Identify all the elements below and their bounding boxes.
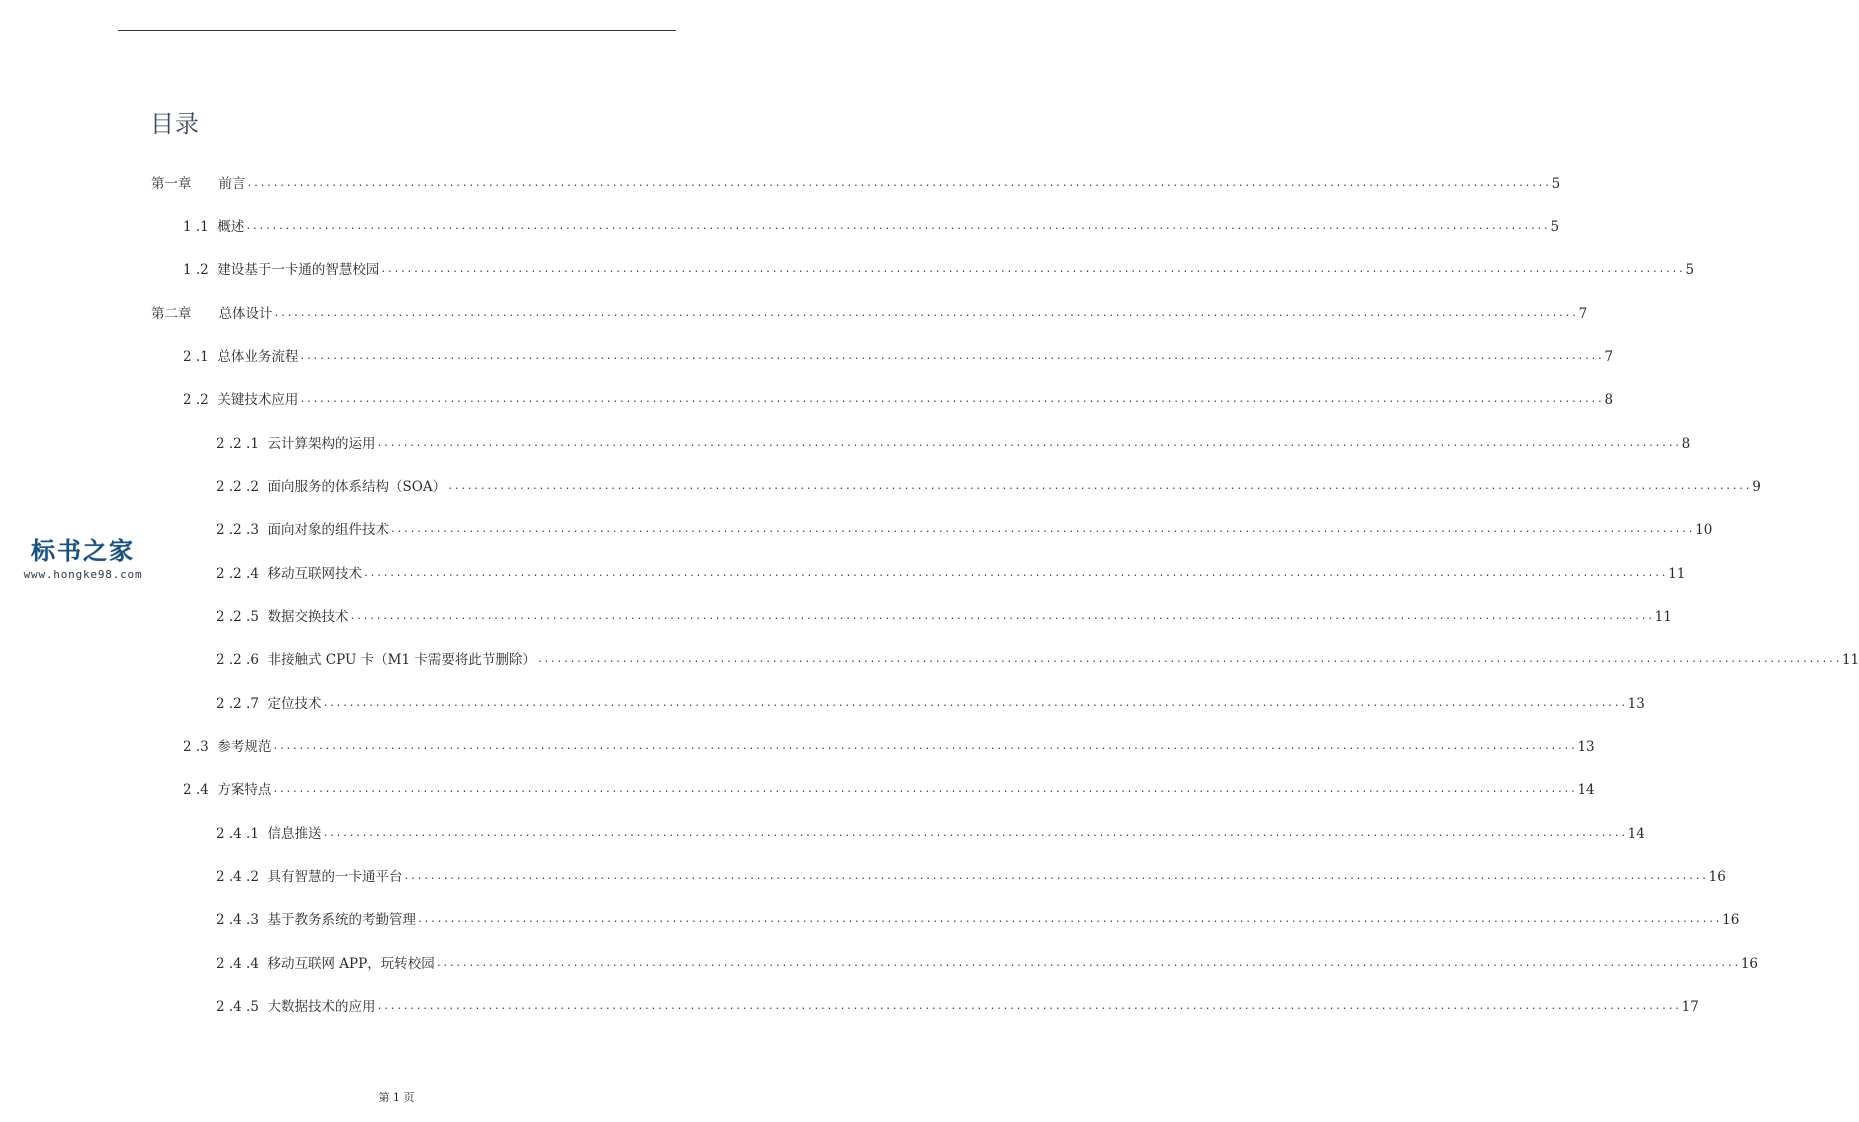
toc-leader-dots: ........................................................................................................................................................................................................: [403, 871, 1708, 882]
toc-entry-label: 2 .2 .6 非接触式 CPU 卡（M1 卡需要将此节删除）: [216, 652, 536, 668]
toc-leader-dots: ........................................................................................................................................................................................................: [417, 914, 1722, 925]
toc-entry[interactable]: [216, 824, 1645, 844]
toc-entry-page: 11: [1654, 609, 1672, 625]
toc-entry[interactable]: [151, 304, 1588, 324]
toc-entry[interactable]: [216, 650, 1859, 670]
toc-entry-label: 2 .2 .7 定位技术: [216, 696, 322, 712]
toc-entry-label: 2 .2 .4 移动互联网技术: [216, 566, 363, 582]
toc-leader-dots: ........................................................................................................................................................................................................: [245, 221, 1550, 232]
toc-leader-dots: ........................................................................................................................................................................................................: [299, 394, 1604, 405]
toc-entry-label: 2 .2 .2 面向服务的体系结构（SOA）: [216, 479, 447, 495]
toc-entry-page: 8: [1681, 436, 1691, 452]
toc-leader-dots: ........................................................................................................................................................................................................: [322, 698, 1627, 709]
toc-entry-page: 10: [1695, 522, 1713, 538]
toc-entry[interactable]: [216, 477, 1761, 497]
toc-entry[interactable]: [183, 347, 1614, 367]
toc-entry[interactable]: [183, 390, 1614, 410]
toc-leader-dots: ........................................................................................................................................................................................................: [376, 438, 1681, 449]
page-number-footer: 第 1 页: [378, 1091, 415, 1104]
toc-leader-dots: ........................................................................................................................................................................................................: [380, 264, 1685, 275]
toc-entry-label: 2 .4 .5 大数据技术的应用: [216, 999, 376, 1015]
toc-entry[interactable]: [183, 737, 1595, 757]
toc-entry-label: 2 .2 .3 面向对象的组件技术: [216, 522, 390, 538]
toc-entry-label: 1 .2 建设基于一卡通的智慧校园: [183, 262, 380, 278]
toc-leader-dots: ........................................................................................................................................................................................................: [322, 828, 1627, 839]
toc-entry-page: 14: [1577, 782, 1595, 798]
toc-entry-label: 2 .4 .1 信息推送: [216, 826, 322, 842]
toc-entry-label: 1 .1 概述: [183, 219, 245, 235]
toc-entry[interactable]: [216, 607, 1672, 627]
toc-entry-page: 5: [1551, 176, 1561, 192]
toc-entry-page: 17: [1681, 999, 1699, 1015]
toc-entry-page: 5: [1685, 262, 1695, 278]
toc-entry-page: 13: [1577, 739, 1595, 755]
toc-entry[interactable]: [216, 520, 1713, 540]
toc-entry-page: 11: [1668, 566, 1686, 582]
toc-entry-page: 9: [1752, 479, 1761, 495]
toc-leader-dots: ........................................................................................................................................................................................................: [390, 524, 1695, 535]
toc-entry[interactable]: [216, 694, 1645, 714]
toc-entry-label: 2 .4 方案特点: [183, 782, 272, 798]
toc-entry-label: 2 .3 参考规范: [183, 739, 272, 755]
toc-entry-page: 11: [1841, 652, 1859, 668]
toc-entry-label: 第一章 前言: [151, 176, 246, 192]
toc-entry-label: 2 .2 .5 数据交换技术: [216, 609, 349, 625]
toc-entry[interactable]: [183, 217, 1560, 237]
toc-leader-dots: ........................................................................................................................................................................................................: [447, 481, 1752, 492]
toc-leader-dots: ........................................................................................................................................................................................................: [299, 351, 1604, 362]
toc-leader-dots: ........................................................................................................................................................................................................: [272, 784, 1577, 795]
toc-entry[interactable]: [216, 564, 1686, 584]
toc-entry[interactable]: [216, 867, 1726, 887]
toc-entry[interactable]: [151, 174, 1561, 194]
toc-leader-dots: ........................................................................................................................................................................................................: [246, 178, 1551, 189]
toc-entry-page: 16: [1722, 912, 1740, 928]
toc-entry-label: 2 .2 关键技术应用: [183, 392, 299, 408]
toc-leader-dots: ........................................................................................................................................................................................................: [272, 741, 1577, 752]
toc-leader-dots: ........................................................................................................................................................................................................: [435, 958, 1740, 969]
toc-entry[interactable]: [216, 434, 1691, 454]
toc-leader-dots: ........................................................................................................................................................................................................: [363, 568, 1668, 579]
toc-entry-page: 16: [1708, 869, 1726, 885]
toc-title: 目录: [150, 110, 200, 138]
header-rule: [118, 30, 676, 31]
toc-entry[interactable]: [216, 997, 1699, 1017]
toc-entry[interactable]: [183, 260, 1695, 280]
toc-entry-page: 13: [1627, 696, 1645, 712]
toc-entry-page: 7: [1604, 349, 1614, 365]
toc-entry-page: 8: [1604, 392, 1614, 408]
toc-leader-dots: ........................................................................................................................................................................................................: [273, 308, 1578, 319]
toc-leader-dots: ........................................................................................................................................................................................................: [536, 654, 1841, 665]
toc-entry-page: 7: [1578, 306, 1588, 322]
toc-entry-label: 第二章 总体设计: [151, 306, 273, 322]
toc-entry[interactable]: [216, 910, 1740, 930]
watermark-url: www.hongke98.com: [23, 568, 143, 581]
toc-entry-label: 2 .4 .3 基于教务系统的考勤管理: [216, 912, 417, 928]
watermark-logo: [8, 536, 158, 582]
toc-entry-label: 2 .4 .4 移动互联网 APP，玩转校园: [216, 956, 435, 972]
toc-entry[interactable]: [216, 954, 1759, 974]
toc-entry-label: 2 .4 .2 具有智慧的一卡通平台: [216, 869, 403, 885]
toc-leader-dots: ........................................................................................................................................................................................................: [349, 611, 1654, 622]
toc-entry[interactable]: [183, 780, 1595, 800]
watermark-name: 标书之家: [31, 537, 135, 565]
toc-entry-label: 2 .1 总体业务流程: [183, 349, 299, 365]
toc-entry-page: 5: [1550, 219, 1560, 235]
toc-entry-page: 14: [1627, 826, 1645, 842]
toc-entry-label: 2 .2 .1 云计算架构的运用: [216, 436, 376, 452]
toc-leader-dots: ........................................................................................................................................................................................................: [376, 1001, 1681, 1012]
toc-entry-page: 16: [1740, 956, 1759, 972]
